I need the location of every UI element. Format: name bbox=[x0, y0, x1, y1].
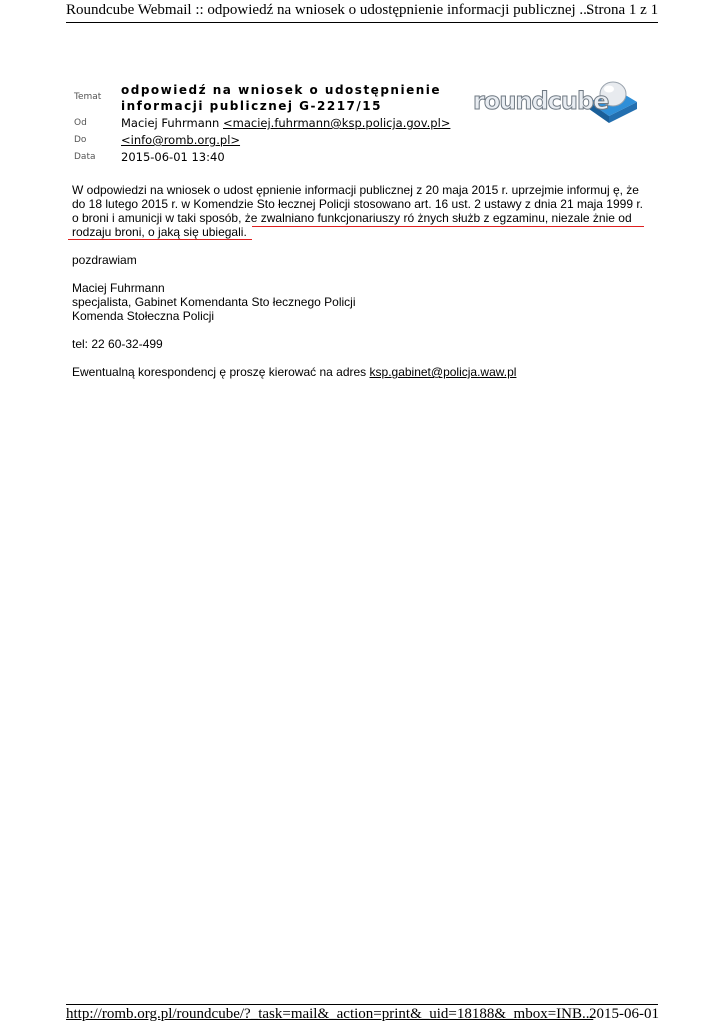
footer-date: 2015-06-01 bbox=[589, 1006, 659, 1022]
from-email-link[interactable]: <maciej.fuhrmann@ksp.policja.gov.pl> bbox=[223, 116, 451, 130]
footer-url-link[interactable]: http://romb.org.pl/roundcube/?_task=mail&_action=print&_uid=18188&_mbox=INB... bbox=[66, 1006, 594, 1022]
header-divider bbox=[66, 22, 658, 23]
contact-email-link[interactable]: ksp.gabinet@policja.waw.pl bbox=[369, 365, 517, 379]
message-body bbox=[72, 183, 652, 379]
from-name: Maciej Fuhrmann bbox=[121, 116, 220, 130]
signature-name: Maciej Fuhrmann bbox=[72, 281, 165, 295]
page-number: Strona 1 z 1 bbox=[586, 2, 659, 18]
phone-number: tel: 22 60-32-499 bbox=[72, 337, 163, 351]
body-line-4: rodzaju broni, o jaką się ubiegali. bbox=[72, 225, 247, 239]
greeting: pozdrawiam bbox=[72, 253, 137, 267]
body-line-2: do 18 lutego 2015 r. w Komendzie Sto łecznej Policji stosowano art. 16 ust. 2 ustawy z dnia 21 maja 1999 r. bbox=[72, 197, 644, 211]
signature-title: specjalista, Gabinet Komendanta Sto łecznego Policji bbox=[72, 295, 356, 309]
to-label: Do bbox=[74, 135, 87, 145]
body-line-1: W odpowiedzi na wniosek o udost ępnienie informacji publicznej z 20 maja 2015 r. uprzejmie informuj ę, że bbox=[72, 183, 639, 197]
print-footer bbox=[0, 1004, 724, 1024]
subject-line-2: informacji publicznej G-2217/15 bbox=[121, 99, 382, 113]
footer-divider bbox=[66, 1004, 658, 1005]
page-title: Roundcube Webmail :: odpowiedź na wniosek o udostępnienie informacji publicznej ... bbox=[66, 2, 591, 18]
subject-value bbox=[121, 82, 451, 114]
contact-text: Ewentualną korespondencj ę proszę kierować na adres bbox=[72, 365, 370, 379]
to-email-link[interactable]: <info@romb.org.pl> bbox=[121, 133, 241, 147]
from-label: Od bbox=[74, 118, 87, 128]
date-label: Data bbox=[74, 152, 96, 162]
print-header bbox=[0, 0, 724, 24]
signature-org: Komenda Stołeczna Policji bbox=[72, 309, 215, 323]
roundcube-wordmark: roundcube bbox=[473, 87, 609, 115]
contact-line bbox=[72, 365, 652, 379]
date-value: 2015-06-01 13:40 bbox=[121, 150, 225, 164]
highlight-underline-2 bbox=[68, 239, 252, 240]
highlight-underline-1 bbox=[252, 226, 644, 227]
from-value bbox=[121, 116, 450, 130]
subject-label: Temat bbox=[74, 92, 102, 102]
subject-line-1: odpowiedź na wniosek o udostępnienie bbox=[121, 83, 441, 97]
body-line-3: o broni i amunicji w taki sposób, że zwalniano funkcjonariuszy ró żnych służb z egzaminu, niezale żnie od bbox=[72, 211, 632, 225]
roundcube-logo bbox=[471, 76, 637, 124]
